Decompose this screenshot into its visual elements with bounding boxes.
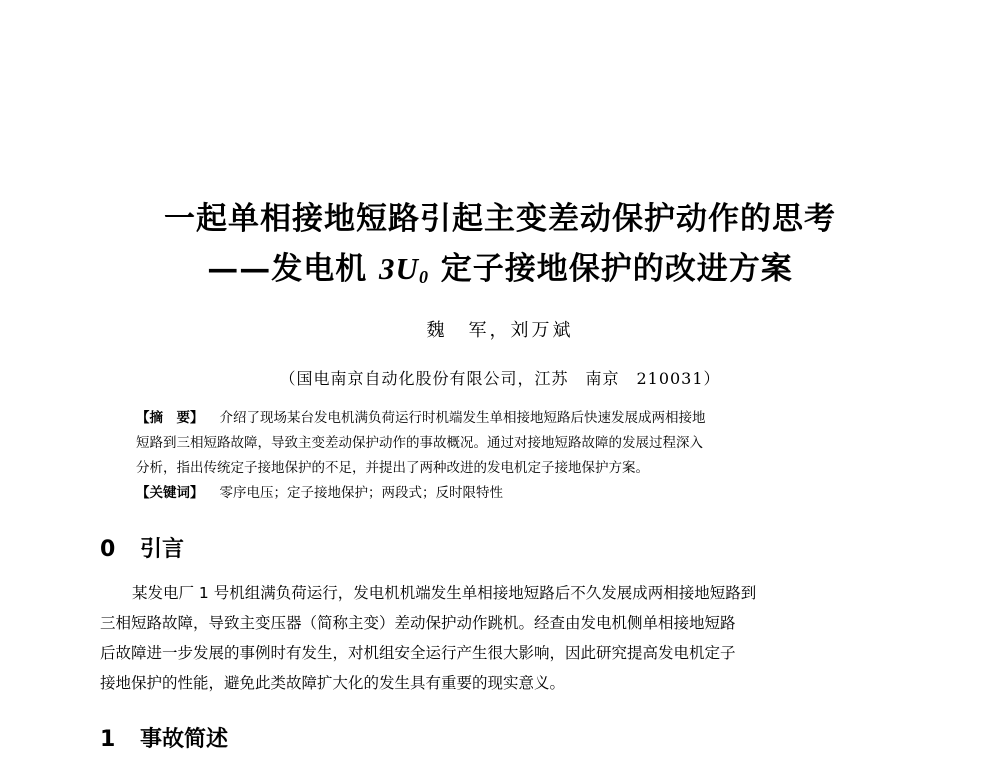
- title-line-2: [0, 244, 1000, 302]
- authors: 魏 军，刘万斌: [426, 320, 574, 341]
- keywords-text: 零序电压；定子接地保护；两段式；反时限特性: [219, 485, 503, 501]
- title-line-1: 一起单相接地短路引起主变差动保护动作的思考: [164, 201, 836, 237]
- abstract: [136, 406, 881, 506]
- abstract-line: 分析，指出传统定子接地保护的不足，并提出了两种改进的发电机定子接地保护方案。: [136, 460, 649, 476]
- paragraph-line: 接地保护的性能，避免此类故障扩大化的发生具有重要的现实意义。: [100, 674, 566, 692]
- title-symbol: [379, 251, 429, 286]
- abstract-label: 【摘 要】: [136, 410, 204, 426]
- section-number: 1: [100, 727, 116, 752]
- abstract-text: 介绍了现场某台发电机满负荷运行时机端发生单相接地短路后快速发展成两相接地: [219, 410, 706, 426]
- paper-title: [0, 194, 1000, 302]
- title-subtitle-prefix: ——发电机: [207, 251, 380, 287]
- section-number: 0: [100, 537, 116, 562]
- section-heading-accident-summary: [100, 722, 228, 753]
- abstract-line: 短路到三相短路故障，导致主变差动保护动作的事故概况。通过对接地短路故障的发展过程深入: [136, 435, 703, 451]
- abstract-line: [136, 406, 881, 431]
- paragraph-line: 某发电厂 1 号机组满负荷运行，发电机机端发生单相接地短路后不久发展成两相接地短路到: [132, 584, 757, 602]
- affiliation: （国电南京自动化股份有限公司，江苏 南京 210031）: [279, 369, 721, 388]
- introduction-paragraph: [100, 578, 920, 698]
- section-title: 事故简述: [140, 727, 229, 752]
- paragraph-line: 三相短路故障，导致主变压器（简称主变）差动保护动作跳机。经查由发电机侧单相接地短路: [100, 614, 736, 632]
- section-heading-introduction: [100, 532, 184, 563]
- paragraph-line: 后故障进一步发展的事例时有发生，对机组安全运行产生很大影响，因此研究提高发电机定子: [100, 644, 736, 662]
- title-subtitle-suffix: 定子接地保护的改进方案: [428, 251, 793, 287]
- title-symbol-subscript: 0: [418, 267, 429, 287]
- title-symbol-main: 3U: [379, 251, 419, 286]
- keywords-label: 【关键词】: [136, 485, 204, 501]
- keywords-line: [136, 481, 881, 506]
- section-title: 引言: [140, 537, 185, 562]
